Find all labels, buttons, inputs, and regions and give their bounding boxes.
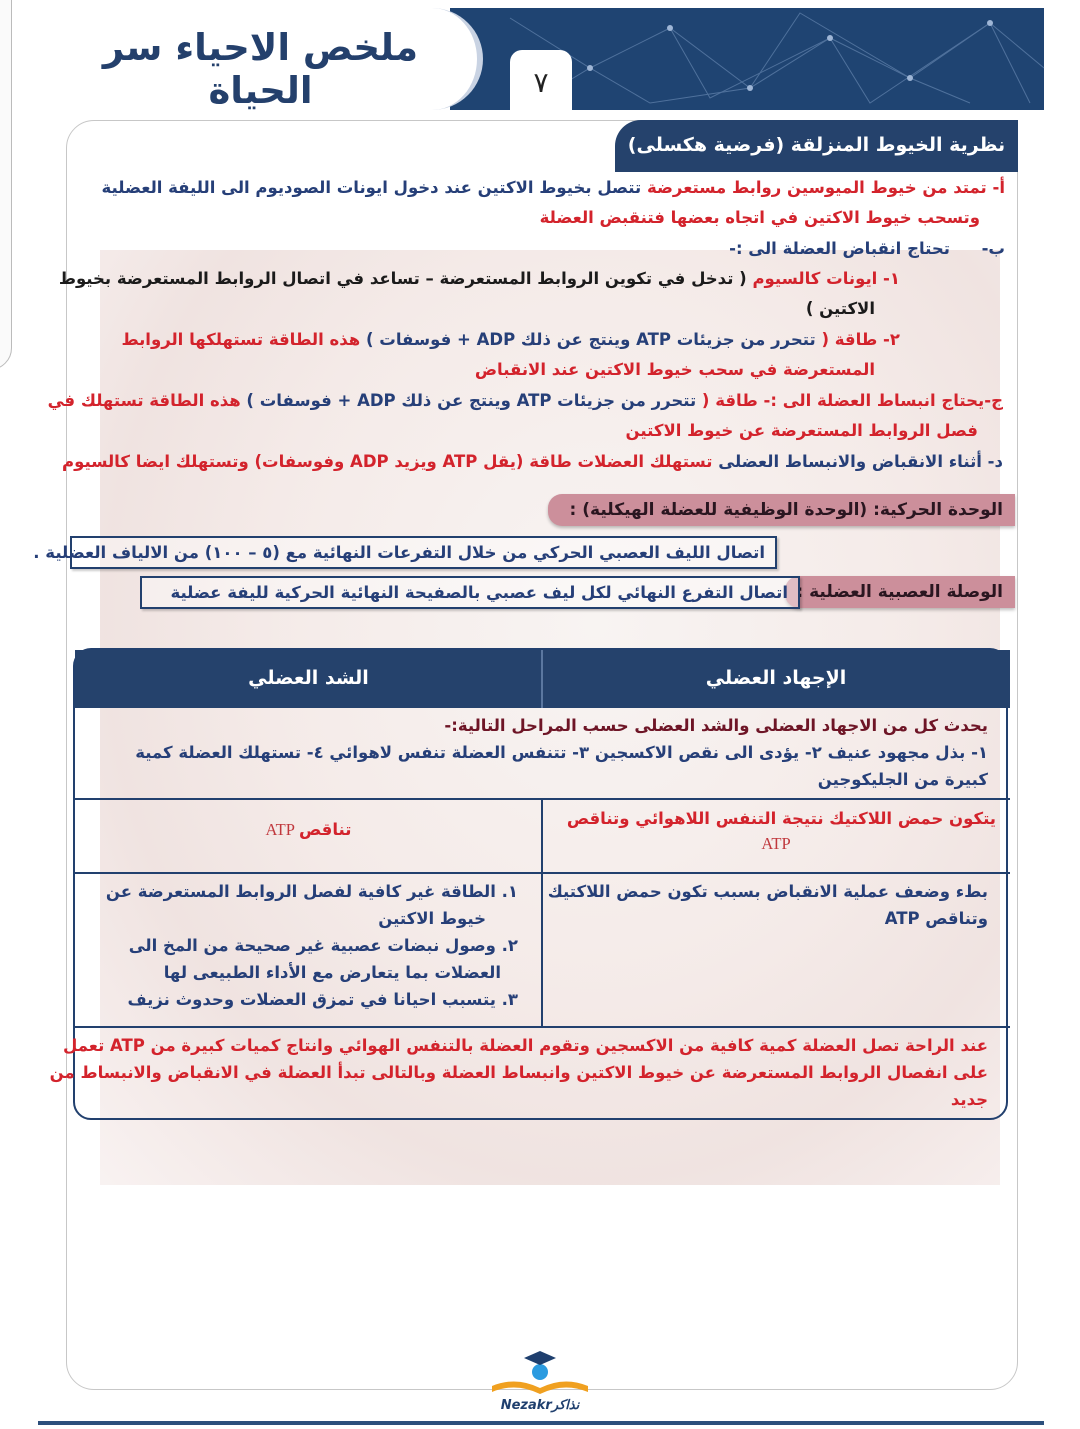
row3-cramp-2-cont: العضلات بما يتعارض مع الأداء الطبيعى لها [163, 963, 501, 982]
page-title: ملخص الاحياء سر الحياة [102, 26, 419, 112]
text-red: تناقص [299, 820, 352, 839]
row1-steps: ١- بذل مجهود عنيف ٢- يؤدى الى نقص الاكسجين ٣- تتنفس العضلة تنفس لاهوائي ٤- تستهلك العضلة كمية [135, 743, 988, 762]
text-blue: تتصل بخيوط الاكتين عند دخول ايونات الصوديوم الى الليفة العضلية [101, 178, 647, 197]
motor-unit-definition: اتصال الليف العصبي الحركي من خلال التفرعات النهائية مع (٥ – ١٠٠) من الالياف العضلية . [70, 536, 777, 569]
row3-cramp-1: ١. الطاقة غير كافية لفصل الروابط المستعرضة عن [105, 882, 518, 901]
point-a-cont: وتسحب خيوط الاكتين في اتجاه بعضها فتنقبض العضلة [539, 208, 980, 227]
nmj-label: الوصلة العصبية العضلية : [785, 576, 1015, 608]
text-dark: ( تدخل في تكوين الروابط المستعرضة – تساعد في اتصال الروابط المستعرضة بخيوط [58, 269, 747, 288]
row2-cramp [75, 816, 542, 843]
divider [541, 650, 543, 708]
text-blue: د- أثناء الانقباض والانبساط العضلى [712, 452, 1003, 471]
row3-cramp-3: ٣. يتسبب احيانا في تمزق العضلات وحدوث نزيف [127, 990, 518, 1009]
row3-cramp-2: ٢. وصول نبضات عصبية غير صحيحة من المخ الى [128, 936, 518, 955]
row1-steps-cont: كبيرة من الجليكوجين [817, 770, 988, 789]
point-b2 [121, 329, 900, 351]
marker: أ- [986, 178, 1005, 197]
row4-line2: على انفصال الروابط المستعرضة عن خيوط الاكتين وانبساط العضلة وبالتالى تبدأ العضلة في الانقباض والانبساط من [49, 1063, 988, 1082]
text-red: ٢- طاقة ( [821, 330, 900, 349]
text-red: ١- ايونات كالسيوم [752, 269, 900, 288]
point-b1 [59, 268, 900, 290]
comparison-table [49, 648, 1008, 1120]
page-edge [0, 0, 12, 370]
section-title: نظرية الخيوط المنزلقة (فرضية هكسلى) [615, 120, 1018, 172]
col-header-cramp: الشد العضلي [75, 650, 542, 708]
divider [75, 1026, 1010, 1028]
row3-fatigue-cont: وتناقص ATP [884, 909, 988, 928]
text-blue: تتحرر من جزيئات ATP وينتج عن ذلك ADP + فوسفات ) [240, 391, 702, 410]
row2-fatigue-atp: ATP [761, 834, 791, 853]
text-red: هذه الطاقة تستهلك في [47, 391, 241, 410]
row4-line1: عند الراحة تصل العضلة كمية كافية من الاكسجين وتقوم العضلة بالتنفس الهوائي وانتاج كميات كبيرة من ATP تعمل [62, 1036, 988, 1055]
text-red: هذه الطاقة تستهلكها الروابط [121, 330, 361, 349]
text-blue: تتحرر من جزيئات ATP وينتج عن ذلك ADP + فوسفات ) [360, 330, 822, 349]
point-c [48, 390, 1003, 412]
logo-text: Nezakrنذاكر [500, 1398, 580, 1413]
row1-intro: يحدث كل من الاجهاد العضلى والشد العضلى حسب المراحل التالية:- [444, 716, 988, 735]
graduation-book-icon [488, 1348, 592, 1398]
nmj-definition: اتصال التفرع النهائي لكل ليف عصبي بالصفيحة النهائية الحركية لليفة عضلية [140, 576, 800, 609]
point-c-cont: فصل الروابط المستعرضة عن خيوط الاكتين [625, 421, 978, 440]
row3-cramp-1-cont: خيوط الاكتين [378, 909, 486, 928]
text-red: تستهلك العضلات طاقة (يقل ATP ويزيد ADP وفوسفات) وتستهلك ايضا كالسيوم [62, 452, 713, 471]
text-red: تمتد من خيوط الميوسين روابط مستعرضة [646, 178, 987, 197]
col-header-fatigue: الإجهاد العضلي [542, 650, 1010, 708]
page-number: ٧ [510, 50, 572, 112]
motor-unit-label: الوحدة الحركية: (الوحدة الوظيفية للعضلة الهيكلية) : [548, 494, 1015, 526]
bottom-rule [38, 1421, 1044, 1425]
row2-fatigue: يتكون حمض اللاكتيك نتيجة التنفس اللاهوائي وتناقص [566, 809, 996, 828]
point-a [102, 177, 1005, 199]
row3-fatigue: بطء وضعف عملية الانقباض بسبب تكون حمض اللاكتيك [547, 882, 988, 901]
row4-line3: جديد [950, 1090, 988, 1109]
logo [488, 1348, 592, 1420]
point-b: تحتاج انقباض العضلة الى :- [729, 239, 950, 258]
point-b1-cont: الاكتين ) [805, 299, 875, 318]
point-b-marker: ب- [981, 239, 1005, 258]
text-red: ج-يحتاج انبساط العضلة الى :- طاقة ( [701, 391, 1003, 410]
point-b2-cont: المستعرضة في سحب خيوط الاكتين عند الانقباض [474, 360, 875, 379]
atp: ATP [265, 820, 299, 839]
point-d [62, 451, 1003, 473]
